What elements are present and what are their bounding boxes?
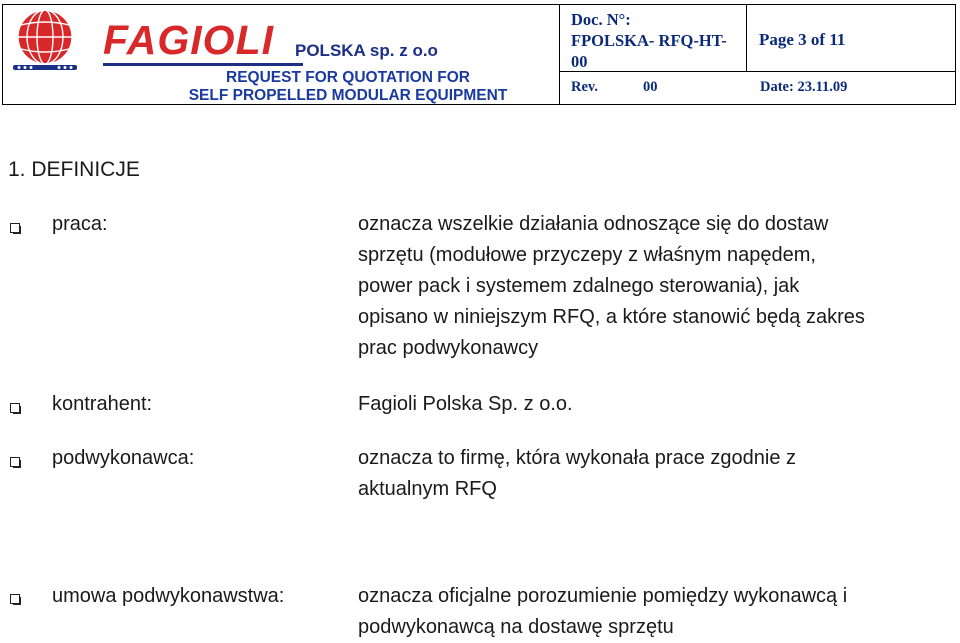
definition-text [358, 581, 847, 643]
doc-number-cell [559, 5, 747, 72]
document-title-line2: SELF PROPELLED MODULAR EQUIPMENT [188, 87, 508, 104]
definition-text [358, 209, 958, 364]
definition-line: aktualnym RFQ [358, 478, 497, 500]
document-header [2, 4, 956, 105]
definition-line: Fagioli Polska Sp. z o.o. [358, 393, 573, 415]
document-title [143, 69, 553, 105]
checkbox-bullet-icon [10, 457, 20, 467]
definition-text [358, 443, 796, 505]
doc-number-line1: FPOLSKA- RFQ-HT- [571, 31, 727, 50]
doc-number-line2: 00 [571, 52, 588, 71]
definition-term: podwykonawca: [52, 447, 195, 469]
definition-line: oznacza wszelkie działania odnoszące się do dostaw [358, 213, 829, 235]
definition-text [358, 389, 573, 420]
page-number: Page 3 of 11 [759, 30, 846, 49]
brand-suffix: POLSKA sp. z o.o [295, 41, 438, 60]
document-date: Date: 23.11.09 [760, 79, 848, 95]
document-title-line1: REQUEST FOR QUOTATION FOR [226, 69, 470, 86]
revision-label: Rev. [571, 79, 598, 95]
definition-line: oznacza oficjalne porozumienie pomiędzy wykonawcą i [358, 585, 848, 607]
definition-line: oznacza to firmę, która wykonała prace zgodnie z [358, 447, 796, 469]
checkbox-bullet-icon [10, 223, 20, 233]
checkbox-bullet-icon [10, 403, 20, 413]
revision-cell [559, 71, 955, 104]
definition-term: praca: [52, 213, 108, 235]
doc-number-label: Doc. N°: [571, 10, 631, 29]
globe-logo-icon [11, 7, 79, 73]
brand-logo-text: FAGIOLI [103, 17, 274, 63]
checkbox-bullet-icon [10, 594, 20, 604]
definition-line: podwykonawcą na dostawę sprzętu [358, 616, 674, 638]
page-number-cell [747, 5, 955, 72]
definition-line: prac podwykonawcy [358, 337, 539, 359]
header-logo-cell [3, 5, 560, 104]
brand-underline [103, 63, 303, 66]
section-title: 1. DEFINICJE [8, 158, 140, 181]
definition-line: power pack i systemem zdalnego sterowania), jak [358, 275, 800, 297]
definition-line: opisano w niniejszym RFQ, a które stanowić będą zakres [358, 306, 865, 328]
definition-line: sprzętu (modułowe przyczepy z właśnym napędem, [358, 244, 816, 266]
definition-term: kontrahent: [52, 393, 153, 415]
definition-term: umowa podwykonawstwa: [52, 585, 285, 607]
revision-value: 00 [643, 79, 658, 95]
